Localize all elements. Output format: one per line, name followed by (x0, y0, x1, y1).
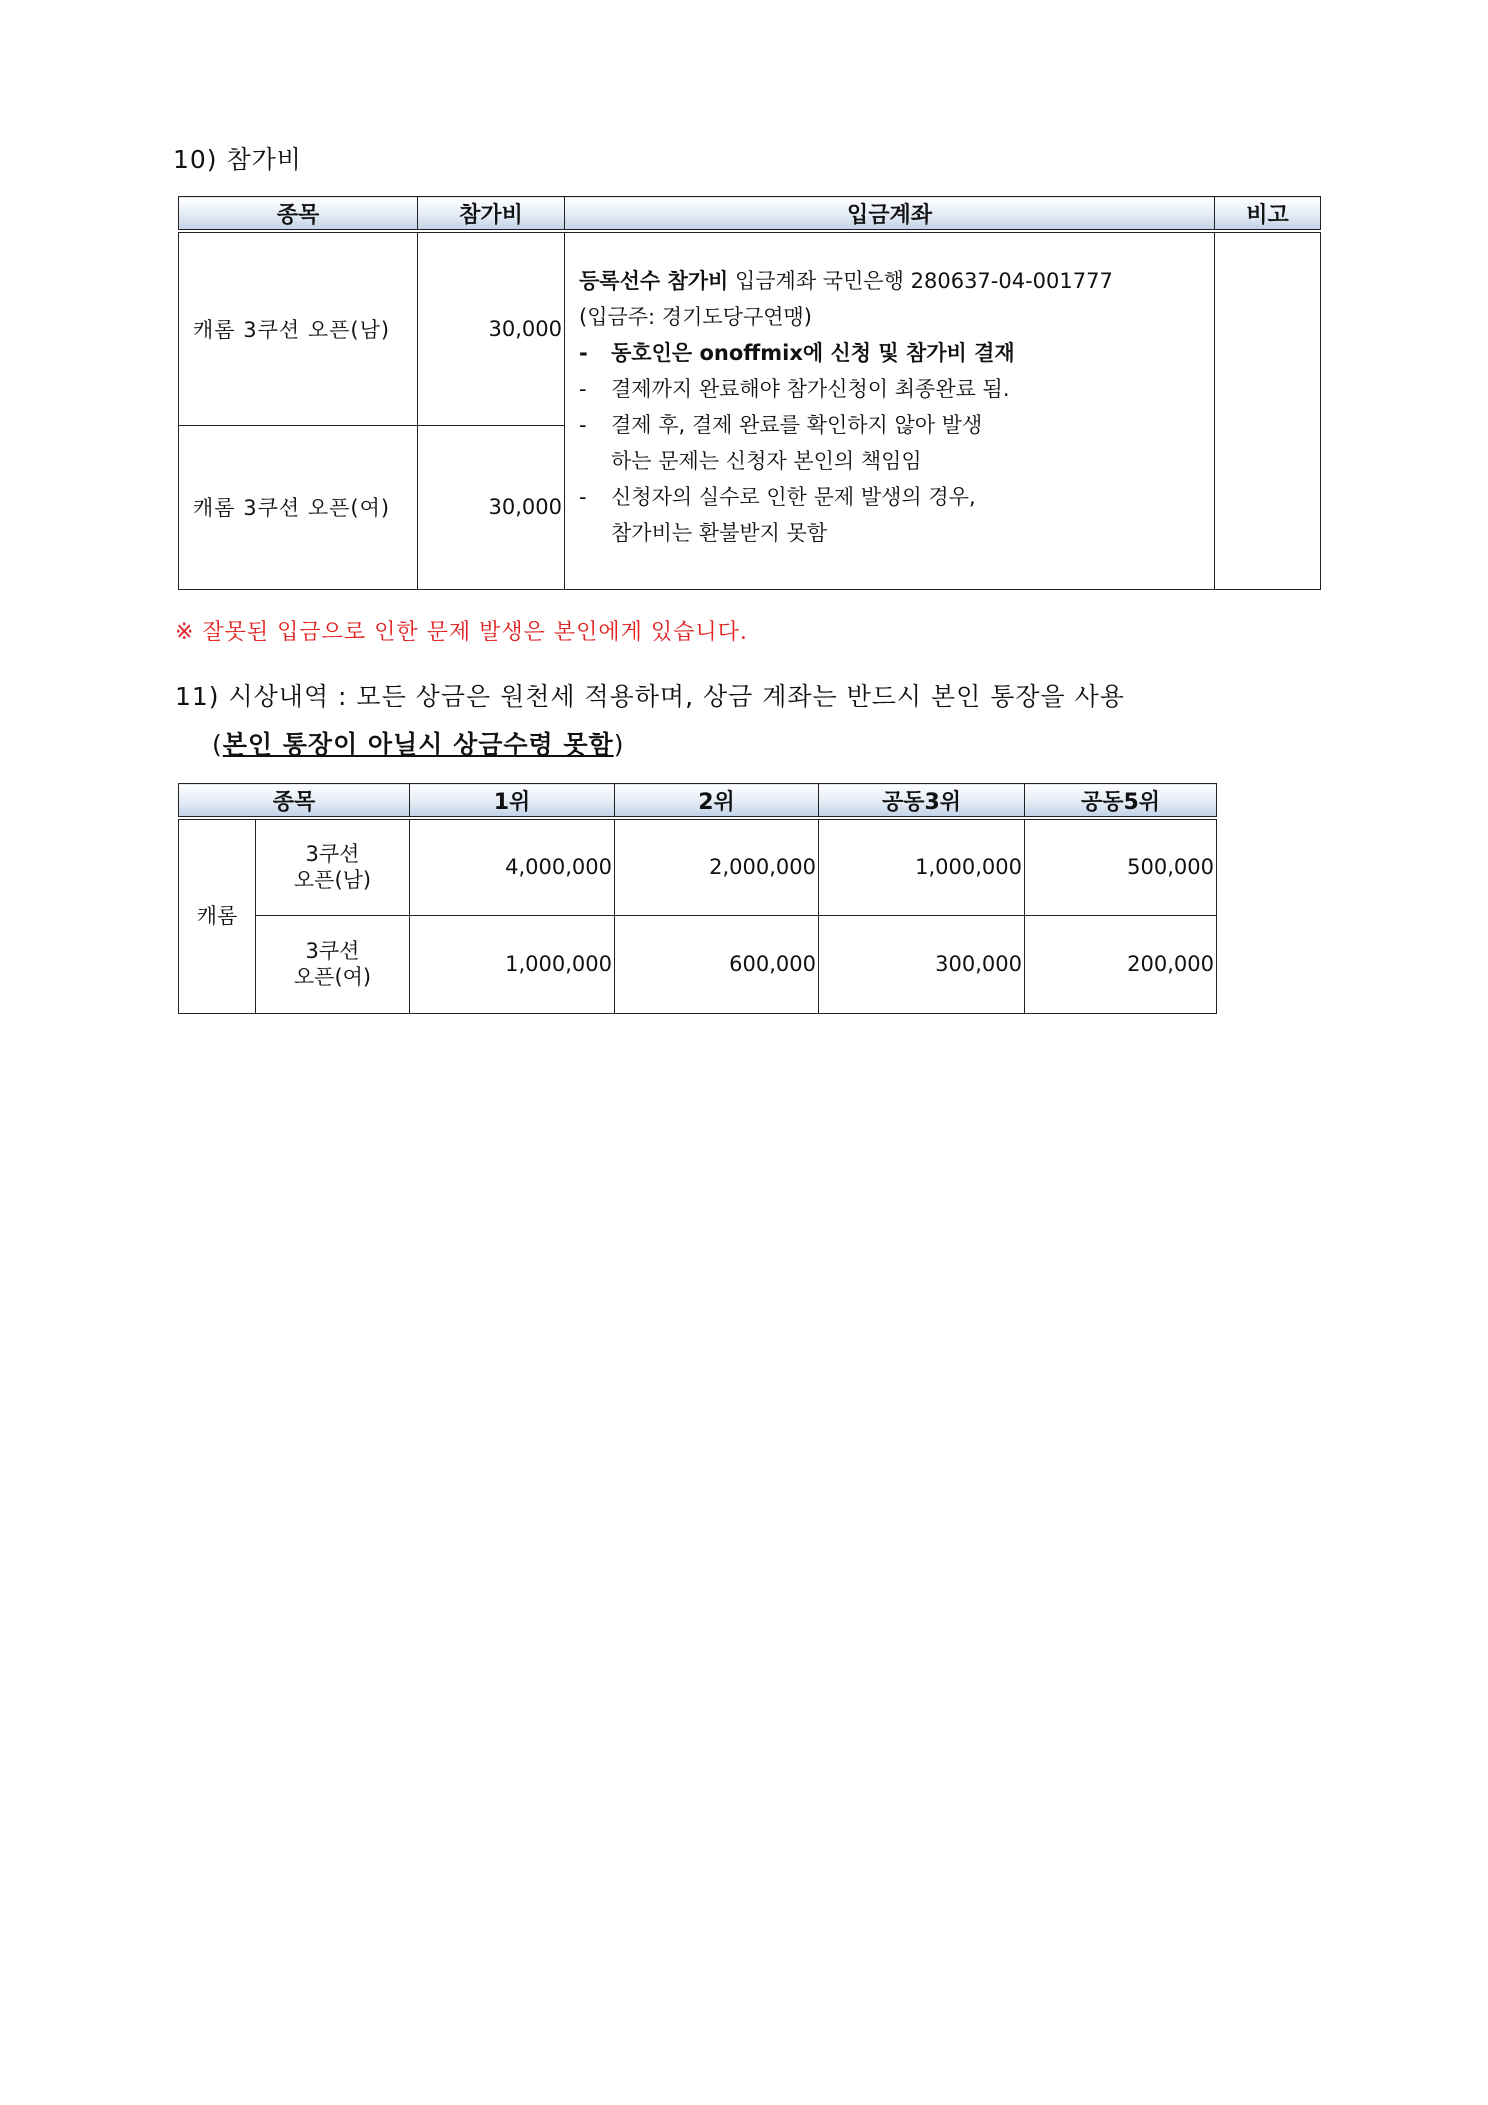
prize-1st: 1,000,000 (410, 915, 615, 1013)
payment-notice: 결제까지 완료해야 참가신청이 최종완료 됨. (611, 377, 1010, 401)
header-remark: 비고 (1215, 197, 1321, 232)
header-event: 종목 (179, 784, 410, 819)
fee-cell: 30,000 (418, 231, 565, 425)
prize-2nd: 2,000,000 (615, 818, 819, 915)
event-cell: 캐롬 3쿠션 오픈(여) (179, 425, 418, 589)
table-row (179, 915, 1217, 1013)
bank-account-warning: 본인 통장이 아닐시 상금수령 못함 (222, 730, 614, 759)
prize-table (178, 783, 1217, 1014)
event-cell: 캐롬 3쿠션 오픈(남) (179, 231, 418, 425)
prize-3rd: 1,000,000 (819, 818, 1025, 915)
header-2nd: 2위 (615, 784, 819, 819)
fee-table (178, 196, 1321, 590)
category-cell: 캐롬 (179, 818, 256, 1013)
refund-notice-cont: 참가비는 환불받지 못함 (611, 521, 828, 545)
refund-notice: 신청자의 실수로 인한 문제 발생의 경우, (611, 485, 976, 509)
header-5th: 공동5위 (1025, 784, 1217, 819)
responsibility-notice-cont: 하는 문제는 신청자 본인의 책임임 (611, 449, 922, 473)
prize-table-header (179, 784, 1217, 819)
table-row (179, 818, 1217, 915)
payment-warning: ※ 잘못된 입금으로 인한 문제 발생은 본인에게 있습니다. (175, 620, 748, 645)
prize-3rd: 300,000 (819, 915, 1025, 1013)
account-bold-label: 등록선수 참가비 (579, 269, 729, 293)
section-10-title: 10) 참가비 (173, 145, 302, 174)
prize-1st: 4,000,000 (410, 818, 615, 915)
responsibility-notice: 결제 후, 결제 완료를 확인하지 않아 발생 (611, 413, 983, 437)
section-11-title: 11) 시상내역 : 모든 상금은 원천세 적용하며, 상금 계좌는 반드시 본인 통장을 사용 (175, 682, 1125, 711)
header-account: 입금계좌 (565, 197, 1215, 232)
header-event: 종목 (179, 197, 418, 232)
prize-5th: 200,000 (1025, 915, 1217, 1013)
subcategory-cell: 3쿠션 오픈(여) (256, 915, 410, 1013)
account-info-cell: 등록선수 참가비 입금계좌 국민은행 280637-04-001777 (입금주: 경기도당구연맹) - 동호인은 onoffmix에 신청 및 참가비 결재 - 결제까지 완료해야 참가신청이 최종완료 됨. - 결제 후, 결제 완료를 확인하지 않아 발생 하는 문제는 신청자 본인의 책임임 - 신청자의 실수로 인한 문제 발생의 경우, 참가비는 환불받지 못함 (565, 231, 1215, 589)
header-3rd: 공동3위 (819, 784, 1025, 819)
fee-cell: 30,000 (418, 425, 565, 589)
subcategory-cell: 3쿠션 오픈(남) (256, 818, 410, 915)
remark-cell (1215, 231, 1321, 589)
prize-5th: 500,000 (1025, 818, 1217, 915)
header-1st: 1위 (410, 784, 615, 819)
prize-2nd: 600,000 (615, 915, 819, 1013)
amateur-notice: 동호인은 onoffmix에 신청 및 참가비 결재 (611, 341, 1015, 365)
account-holder-text: (입금주: 경기도당구연맹) (579, 305, 812, 329)
account-number-text: 입금계좌 국민은행 280637-04-001777 (728, 269, 1113, 293)
table-row (179, 231, 1321, 425)
fee-table-header (179, 197, 1321, 232)
header-fee: 참가비 (418, 197, 565, 232)
section-11-subtitle: (본인 통장이 아닐시 상금수령 못함) (212, 730, 625, 759)
